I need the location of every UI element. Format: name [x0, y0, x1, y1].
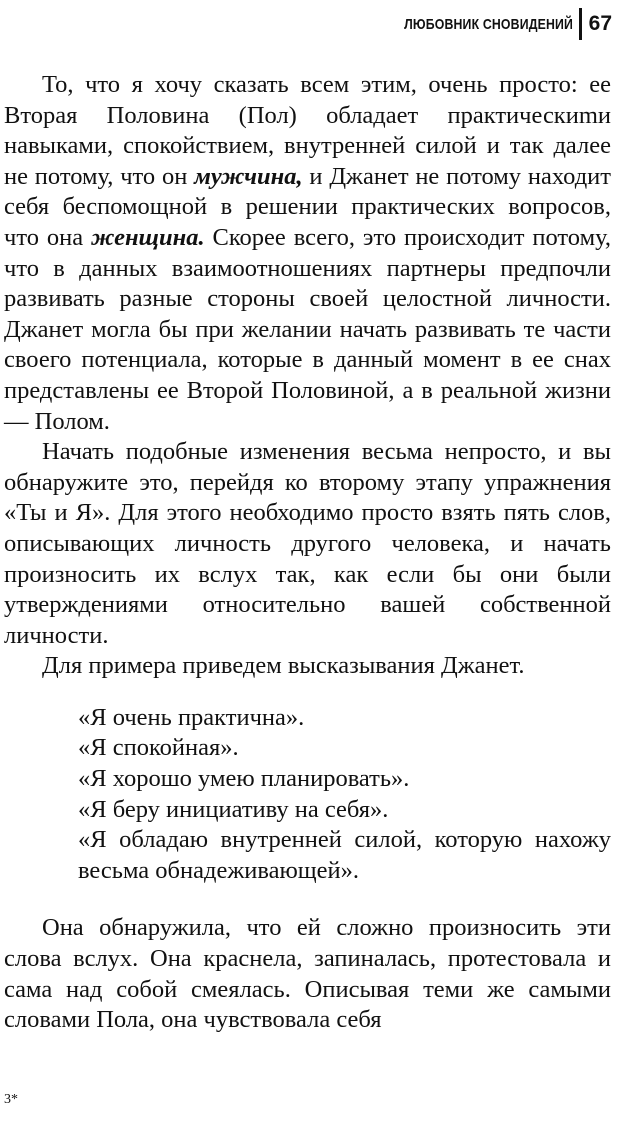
quote-line-4: «Я беру инициативу на себя». — [78, 795, 389, 823]
emphasis-woman: женщина. — [91, 223, 205, 251]
emphasis-man: мужчина, — [194, 162, 303, 190]
paragraph-3: Для примера приведем высказывания Джанет. — [42, 652, 525, 680]
paragraph-1 — [4, 70, 611, 437]
signature-mark: 3* — [4, 1092, 18, 1107]
paragraph-1-text-b: и Джанет не потому находит себя беспомощной в решении практических вопросов, что она — [4, 162, 611, 251]
quote-line-3: «Я хорошо умею планировать». — [78, 765, 410, 793]
quote-line-2: «Я спокойная». — [78, 734, 239, 762]
paragraph-1-text-a: То, что я хочу сказать всем этим, очень просто: ее Вторая Половина (Пол) обладает практическиmи навыками, спокойствием, внутренней силой и так далее не потому, что он — [4, 71, 611, 190]
main-text — [4, 70, 611, 1036]
quote-list — [78, 703, 611, 887]
paragraph-2: Начать подобные изменения весьма непросто, и вы обнаружите это, перейдя ко второму этапу упражнения «Ты и Я». Для этого необходимо просто взять пять слов, описывающих личность другого человека, и начать произносить их вслух так, как если бы они были утверждениями относительно вашей собственной личности. — [4, 438, 611, 649]
paragraph-4: Она обнаружила, что ей сложно произносить эти слова вслух. Она краснела, запиналась, протестовала и сама над собой смеялась. Описывая теми же самыми словами Пола, она чувствовала себя — [4, 914, 611, 1034]
page-number: 67 — [588, 12, 612, 35]
running-title: ЛЮБОВНИК СНОВИДЕНИЙ — [403, 15, 573, 33]
running-header — [367, 6, 612, 42]
paragraph-1-text-c: Скорее всего, это происходит потому, что в данных взаимоотношениях партнеры предпочли развивать разные стороны своей целостной личности. Джанет могла бы при желании начать развивать те части своего потенциала, которые в данный момент в ее снах представлены ее Второй Половиной, а в реальной жизни — Полом. — [4, 223, 611, 435]
header-divider — [579, 8, 582, 40]
quote-line-5: «Я обладаю внутренней силой, которую нахожу весьма обнадеживающей». — [78, 826, 611, 884]
quote-line-1: «Я очень практична». — [78, 703, 305, 731]
